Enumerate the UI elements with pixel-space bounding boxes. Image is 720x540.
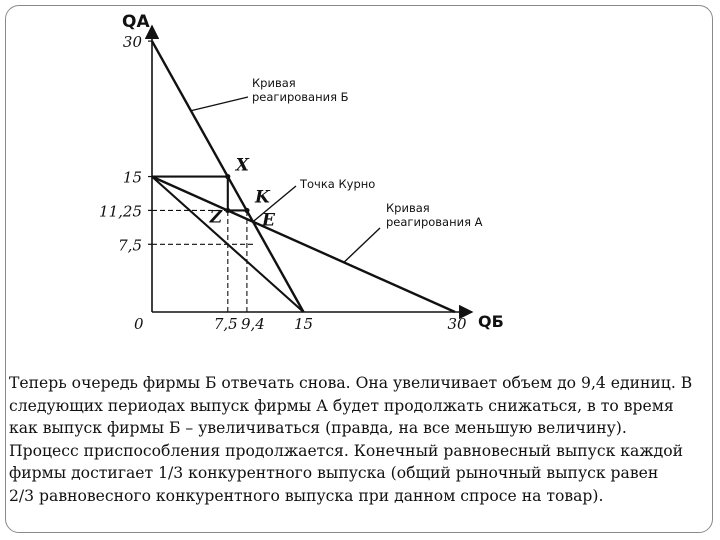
point-label: K [254, 187, 270, 208]
caption-line: Теперь очередь фирмы Б отвечать снова. Она увеличивает объем до 9,4 единиц. В [9, 374, 693, 392]
reaction-curve-line [152, 177, 455, 312]
point-labels [209, 156, 276, 231]
caption-text [9, 372, 709, 508]
annotation-label: Точка Курно [300, 177, 376, 191]
caption-line: как выпуск фирмы Б – увеличиваться (правда, на все меньшую величину). [9, 419, 627, 438]
y-axis-title: QA [122, 12, 150, 32]
x-tick-label: 30 [447, 315, 467, 333]
point-marker [225, 208, 230, 213]
point-label: E [262, 210, 275, 231]
origin-label: 0 [134, 315, 144, 333]
y-tick-label: 15 [122, 168, 142, 187]
y-tick-label: 11,25 [99, 202, 142, 221]
annotation-leader-line [191, 97, 248, 111]
x-tick-label: 15 [293, 315, 314, 333]
point-marker [244, 208, 249, 213]
x-tick-label: 9,4 [241, 315, 265, 333]
x-tick-label: 7,5 [213, 315, 238, 333]
caption-line: фирмы достигает 1/3 конкурентного выпуска (общий рыночный выпуск равен [9, 464, 659, 483]
point-marker [225, 174, 230, 179]
caption-line: 2/3 равновесного конкурентного выпуска при данном спросе на товар). [9, 486, 604, 505]
point-label: Z [209, 207, 223, 228]
x-axis-title: QБ [478, 312, 504, 331]
annotation-label: Кривая реагирования А [386, 201, 483, 229]
annotation-leader-line [344, 228, 380, 262]
point-label: X [235, 155, 249, 176]
annotation-label: Кривая реагирования Б [252, 76, 349, 104]
y-tick-label: 30 [122, 33, 142, 52]
caption-line: следующих периодах выпуск фирмы А будет продолжать снижаться, в то время [9, 396, 674, 415]
y-tick-label: 7,5 [118, 236, 142, 255]
caption-line: Процесс приспособления продолжается. Конечный равновесный выпуск каждой [9, 441, 684, 460]
